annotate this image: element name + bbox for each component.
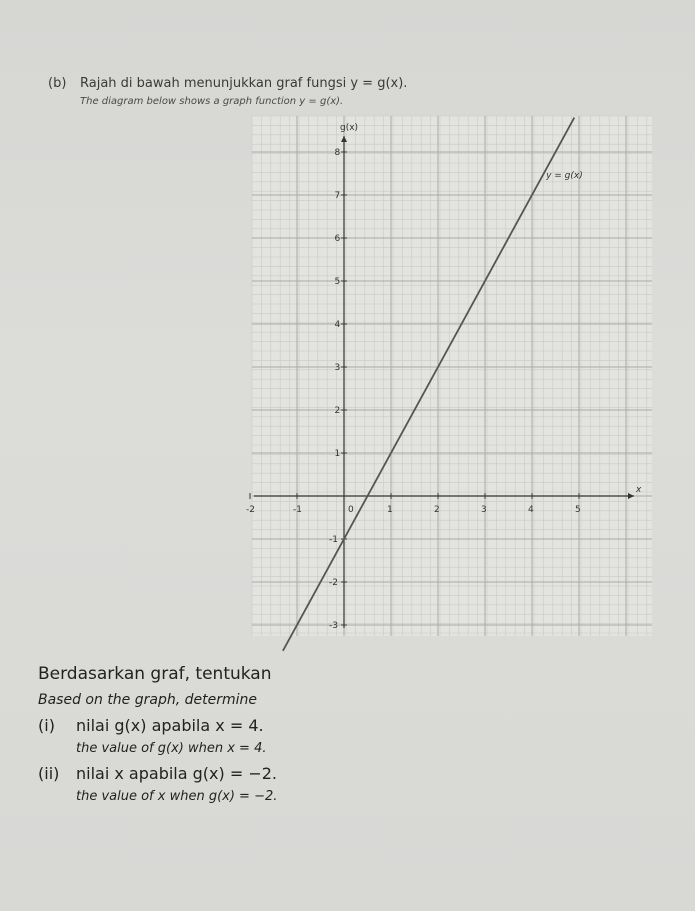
x-tick-label: 2 [434, 505, 440, 515]
x-tick-label: 5 [575, 505, 581, 515]
y-tick-label: -2 [329, 578, 338, 588]
x-tick-label: -1 [293, 505, 302, 515]
line-label: y = g(x) [546, 170, 583, 181]
sub-question-text-malay: nilai x apabila g(x) = −2. [76, 764, 277, 783]
question-prompt [38, 664, 277, 804]
x-axis-label: x [636, 485, 642, 495]
prompt-heading-malay: Berdasarkan graf, tentukan [38, 664, 272, 684]
y-tick-label: 6 [334, 234, 341, 244]
question-text-malay: Rajah di bawah menunjukkan graf fungsi y = g(x). [80, 76, 408, 91]
sub-question-text-malay: nilai g(x) apabila x = 4. [76, 716, 264, 735]
graph-paper [246, 116, 652, 640]
y-tick-label: -1 [329, 535, 338, 545]
sub-question-i [38, 716, 277, 735]
sub-question-ii [38, 764, 277, 783]
y-axis-label: g(x) [340, 123, 359, 133]
y-tick-label: 1 [334, 449, 341, 459]
y-tick-label: 8 [334, 148, 341, 158]
x-tick-label: 1 [387, 505, 393, 515]
sub-question-text-english: the value of g(x) when x = 4. [76, 741, 267, 756]
question-label: (b) [48, 76, 67, 91]
sub-question-number: (ii) [38, 764, 60, 783]
sub-question-text-english: the value of x when g(x) = −2. [76, 789, 278, 804]
x-tick-label: 3 [481, 505, 487, 515]
x-tick-label: -2 [246, 505, 255, 515]
y-tick-label: 4 [334, 320, 341, 330]
question-text-english: The diagram below shows a graph function y = g(x). [80, 96, 344, 107]
y-tick-label: 3 [334, 363, 341, 373]
function-graph [246, 116, 652, 636]
x-tick-label: 0 [348, 505, 354, 515]
sub-question-number: (i) [38, 716, 55, 735]
x-tick-label: 4 [528, 505, 534, 515]
y-tick-label: 7 [334, 191, 341, 201]
prompt-heading-english: Based on the graph, determine [38, 692, 257, 708]
y-tick-label: -3 [329, 621, 338, 631]
y-tick-label: 2 [334, 406, 341, 416]
y-tick-label: 5 [334, 277, 341, 287]
